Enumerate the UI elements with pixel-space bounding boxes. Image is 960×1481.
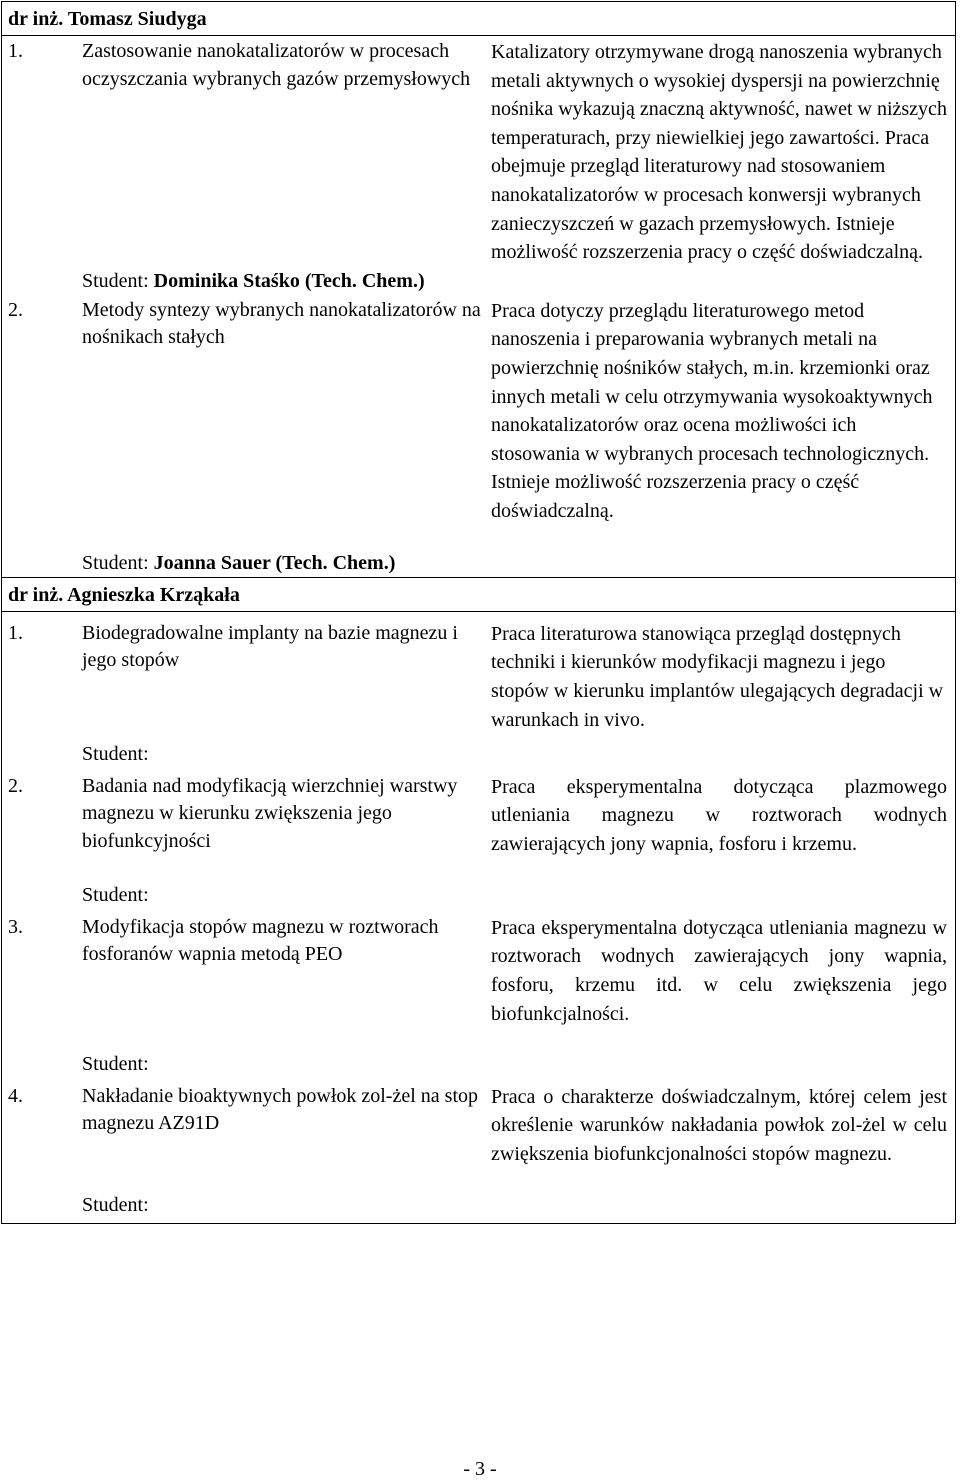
supervisor-name: dr inż. Tomasz Siudyga: [8, 8, 207, 30]
student-row: [2, 1191, 957, 1223]
student-label: Student:: [82, 269, 149, 292]
student-row: [2, 1050, 957, 1078]
topic-row: [2, 1081, 955, 1223]
student-label: Student:: [82, 1193, 149, 1216]
topic-description: Praca eksperymentalna dotycząca utleniania magnezu w roztworach wodnych zawierających jony wapnia, fosforu, krzemu itd. w celu zwiększenia jego biofunkcjalności.: [491, 916, 947, 1025]
topic-description: Praca literaturowa stanowiąca przegląd dostępnych techniki i kierunków modyfikacji magnezu i jego stopów w kierunku implantów ulegających degradacji w warunkach in vivo.: [491, 622, 944, 731]
topic-row: [2, 36, 955, 295]
student-row: [2, 549, 957, 577]
topic-number: 1.: [8, 40, 23, 62]
topic-title-cell: [2, 36, 488, 267]
topics-cell: [2, 36, 956, 578]
topic-number: 2.: [8, 774, 23, 797]
topic-title-cell: [2, 295, 488, 549]
student-label: Student:: [82, 742, 149, 765]
topic-title: Modyfikacja stopów magnezu w roztworach fosforanów wapnia metodą PEO: [82, 915, 439, 966]
student-name: Joanna Sauer (Tech. Chem.): [153, 551, 396, 574]
student-row: [2, 881, 957, 909]
topic-row: [2, 771, 955, 909]
topic-row: [2, 618, 955, 768]
topic-row: [2, 912, 955, 1078]
topic-title-cell: [2, 912, 488, 1050]
topic-title: Metody syntezy wybranych nanokatalizatorów na nośnikach stałych: [82, 298, 481, 349]
document: [1, 1, 956, 1224]
topic-title: Biodegradowalne implanty na bazie magnezu i jego stopów: [82, 621, 458, 672]
student-label: Student:: [82, 551, 149, 574]
topic-number: 1.: [8, 621, 23, 644]
page-number: - 3 -: [463, 1458, 497, 1480]
topic-title: Zastosowanie nanokatalizatorów w procesach oczyszczania wybranych gazów przemysłowych: [82, 40, 471, 90]
supervisor-cell: [2, 2, 956, 36]
student-label: Student:: [82, 883, 149, 906]
topic-description: Praca eksperymentalna dotycząca plazmowego utleniania magnezu w roztworach wodnych zawierających jony wapnia, fosforu i krzemu.: [491, 775, 947, 855]
topic-number: 2.: [8, 298, 23, 321]
topic-description: Praca dotyczy przeglądu literaturowego metod nanoszenia i preparowania wybranych metali na powierzchnię nośników stałych, m.in. krzemionki oraz innych metali w celu otrzymywania wysokoaktywnych nanokatalizatorów oraz ocena możliwości ich stosowania w wybranych procesach technologicznych. Istnieje możliwość rozszerzenia pracy o część doświadczalną.: [491, 299, 933, 522]
topic-number: 3.: [8, 915, 23, 938]
supervisor-name: dr inż. Agnieszka Krząkała: [8, 583, 240, 606]
topic-number: 4.: [8, 1084, 23, 1107]
topic-title-cell: [2, 618, 488, 740]
topic-title-cell: [2, 771, 488, 881]
supervisor-cell: [2, 577, 956, 611]
student-row: [2, 740, 957, 768]
topic-title: Badania nad modyfikacją wierzchniej warstwy magnezu w kierunku zwiększenia jego biofunkcyjności: [82, 774, 458, 852]
topics-cell: [2, 611, 956, 1223]
student-row: [2, 267, 957, 295]
topics-table: [1, 1, 956, 1224]
topic-description: Praca o charakterze doświadczalnym, której celem jest określenie warunków nakładania powłok zol-żel w celu zwiększenia biofunkcjonalności stopów magnezu.: [491, 1085, 947, 1165]
student-label: Student:: [82, 1052, 149, 1075]
student-name: Dominika Staśko (Tech. Chem.): [153, 269, 425, 292]
topic-title-cell: [2, 1081, 488, 1191]
topic-description: Katalizatory otrzymywane drogą nanoszenia wybranych metali aktywnych o wysokiej dyspersji na powierzchnię nośnika wykazują znaczną aktywność, nawet w niższych temperaturach, przy niewielkiej jego zawartości. Praca obejmuje przegląd literaturowy nad stosowaniem nanokatalizatorów w procesach konwersji wybranych zanieczyszczeń w gazach przemysłowych. Istnieje możliwość rozszerzenia pracy o część doświadczalną.: [491, 41, 947, 264]
topic-title: Nakładanie bioaktywnych powłok zol-żel na stop magnezu AZ91D: [82, 1084, 478, 1135]
topic-row: [2, 295, 955, 577]
